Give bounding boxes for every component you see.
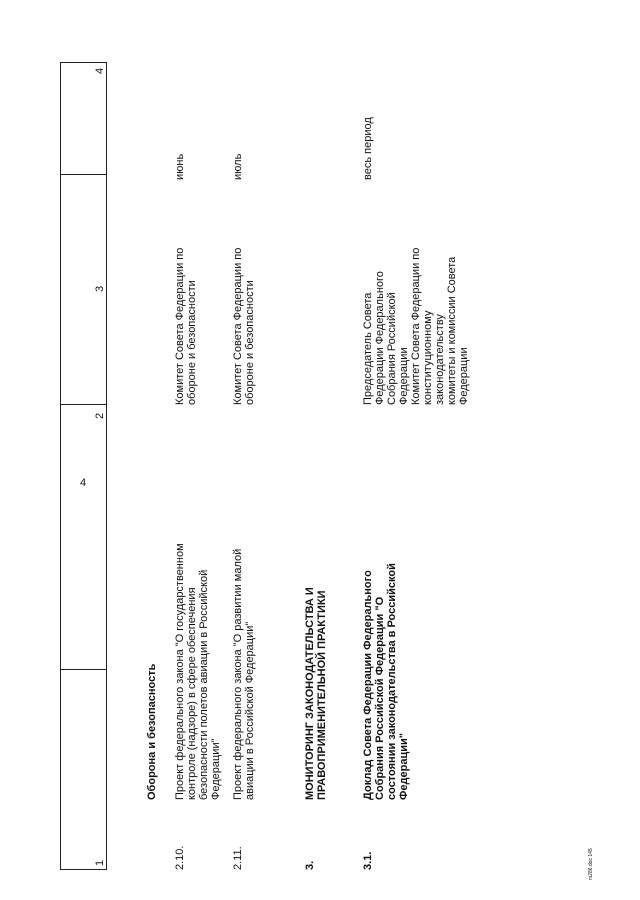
row-2-10-text: Проект федерального закона "О государственном контроле (надзоре) в сфере обеспечения безопасности полетов авиации в Российской Федерации" — [174, 543, 222, 800]
table-header-row — [60, 62, 107, 870]
row-2-10-term: июнь — [174, 153, 186, 180]
header-col-2 — [61, 404, 106, 669]
row-3-1-text: Доклад Совета Федерации Федерального Собрания Российской Федерации "О состоянии законодательства в Российской Федерации" — [362, 563, 410, 800]
row-3-1-term: весь период — [362, 117, 374, 180]
page-number: 4 — [80, 477, 87, 489]
row-2-11-number: 2.11. — [232, 846, 244, 870]
section-defense-heading: Оборона и безопасность — [146, 663, 158, 800]
row-3-1-number: 3.1. — [362, 851, 374, 870]
header-col-1-label: 1 — [94, 859, 106, 866]
header-col-4-label: 4 — [94, 67, 106, 74]
row-2-10-number: 2.10. — [174, 845, 186, 870]
header-col-1 — [61, 669, 106, 869]
header-col-3 — [61, 174, 106, 404]
row-2-11-text: Проект федерального закона "О развитии малой авиации в Российской Федерации" — [232, 548, 256, 800]
row-2-10-responsible: Комитет Совета Федерации по обороне и безопасности — [174, 247, 198, 405]
header-col-3-label: 3 — [94, 285, 106, 292]
plan-table — [60, 60, 600, 870]
row-2-11-term: июль — [232, 153, 244, 180]
document-code: m286.doc 145 — [588, 848, 594, 880]
header-col-2-label: 2 — [94, 412, 106, 419]
section-3-title: МОНИТОРИНГ ЗАКОНОДАТЕЛЬСТВА И ПРАВОПРИМЕНИТЕЛЬНОЙ ПРАКТИКИ — [304, 587, 328, 800]
header-col-4 — [61, 61, 106, 174]
section-3-number: 3. — [304, 860, 316, 870]
row-3-1-responsible: Председатель Совета Федерации Федерального Собрания Российской Федерации Комитет Совета Федерации по конституционному законодательству комитеты и комиссии Совета Федерации — [362, 247, 470, 405]
row-2-11-responsible: Комитет Совета Федерации по обороне и безопасности — [232, 247, 256, 405]
